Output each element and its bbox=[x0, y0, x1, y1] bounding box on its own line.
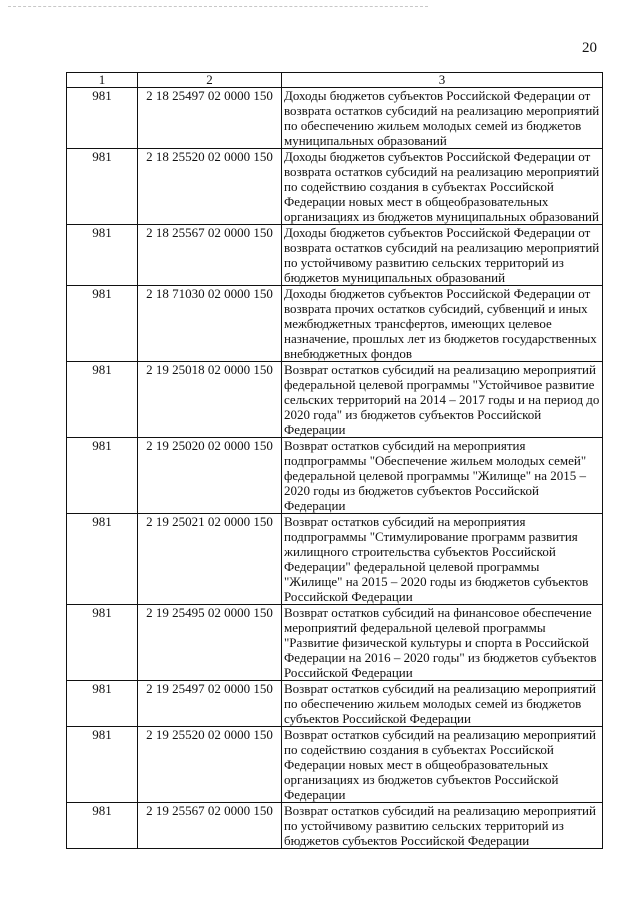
table-row bbox=[67, 803, 603, 849]
admin-code: 981 bbox=[67, 681, 138, 727]
column-header-2: 2 bbox=[138, 73, 282, 88]
table-row bbox=[67, 286, 603, 362]
admin-code: 981 bbox=[67, 88, 138, 149]
table-header-row bbox=[67, 73, 603, 88]
budget-classification-code: 2 19 25497 02 0000 150 bbox=[138, 681, 282, 727]
table-row bbox=[67, 149, 603, 225]
table-row bbox=[67, 362, 603, 438]
page-number: 20 bbox=[582, 40, 597, 56]
income-name: Доходы бюджетов субъектов Российской Федерации от возврата остатков субсидий на реализацию мероприятий по обеспечению жильем молодых семей из бюджетов муниципальных образований bbox=[282, 88, 603, 149]
admin-code: 981 bbox=[67, 803, 138, 849]
income-name: Возврат остатков субсидий на реализацию мероприятий по устойчивому развитию сельских территорий из бюджетов субъектов Российской Федерации bbox=[282, 803, 603, 849]
admin-code: 981 bbox=[67, 605, 138, 681]
admin-code: 981 bbox=[67, 514, 138, 605]
budget-classification-code: 2 19 25020 02 0000 150 bbox=[138, 438, 282, 514]
income-name: Доходы бюджетов субъектов Российской Федерации от возврата остатков субсидий на реализацию мероприятий по содействию создания в субъектах Российской Федерации новых мест в общеобразовательных организациях из бюджетов муниципальных образований bbox=[282, 149, 603, 225]
budget-classification-code: 2 19 25495 02 0000 150 bbox=[138, 605, 282, 681]
admin-code: 981 bbox=[67, 286, 138, 362]
admin-code: 981 bbox=[67, 438, 138, 514]
scan-artifact-line bbox=[8, 6, 428, 9]
budget-classification-code: 2 19 25021 02 0000 150 bbox=[138, 514, 282, 605]
table-row bbox=[67, 514, 603, 605]
budget-classification-code: 2 18 71030 02 0000 150 bbox=[138, 286, 282, 362]
admin-code: 981 bbox=[67, 149, 138, 225]
income-name: Возврат остатков субсидий на реализацию мероприятий по обеспечению жильем молодых семей из бюджетов субъектов Российской Федерации bbox=[282, 681, 603, 727]
table-row bbox=[67, 225, 603, 286]
admin-code: 981 bbox=[67, 727, 138, 803]
income-name: Возврат остатков субсидий на реализацию мероприятий по содействию создания в субъектах Российской Федерации новых мест в общеобразовательных организациях из бюджетов субъектов Российской Федерации bbox=[282, 727, 603, 803]
income-name: Доходы бюджетов субъектов Российской Федерации от возврата остатков субсидий на реализацию мероприятий по устойчивому развитию сельских территорий из бюджетов муниципальных образований bbox=[282, 225, 603, 286]
table-row bbox=[67, 88, 603, 149]
budget-classification-code: 2 19 25520 02 0000 150 bbox=[138, 727, 282, 803]
table-row bbox=[67, 727, 603, 803]
column-header-1: 1 bbox=[67, 73, 138, 88]
table-row bbox=[67, 681, 603, 727]
income-name: Возврат остатков субсидий на мероприятия подпрограммы "Обеспечение жильем молодых семей" федеральной целевой программы "Жилище" на 2015 – 2020 годы из бюджетов субъектов Российской Федерации bbox=[282, 438, 603, 514]
income-name: Возврат остатков субсидий на реализацию мероприятий федеральной целевой программы "Устойчивое развитие сельских территорий на 2014 – 2017 годы и на период до 2020 года" из бюджетов субъектов Российской Федерации bbox=[282, 362, 603, 438]
income-name: Возврат остатков субсидий на мероприятия подпрограммы "Стимулирование программ развития жилищного строительства субъектов Российской Федерации" федеральной целевой программы "Жилище" на 2015 – 2020 годы из бюджетов субъектов Российской Федерации bbox=[282, 514, 603, 605]
budget-codes-table bbox=[66, 72, 603, 849]
table-row bbox=[67, 605, 603, 681]
income-name: Возврат остатков субсидий на финансовое обеспечение мероприятий федеральной целевой программы "Развитие физической культуры и спорта в Российской Федерации на 2016 – 2020 годы" из бюджетов субъектов Российской Федерации bbox=[282, 605, 603, 681]
budget-classification-code: 2 19 25567 02 0000 150 bbox=[138, 803, 282, 849]
column-header-3: 3 bbox=[282, 73, 603, 88]
table-row bbox=[67, 438, 603, 514]
budget-classification-code: 2 18 25497 02 0000 150 bbox=[138, 88, 282, 149]
budget-classification-code: 2 18 25520 02 0000 150 bbox=[138, 149, 282, 225]
admin-code: 981 bbox=[67, 225, 138, 286]
budget-classification-code: 2 19 25018 02 0000 150 bbox=[138, 362, 282, 438]
budget-classification-code: 2 18 25567 02 0000 150 bbox=[138, 225, 282, 286]
admin-code: 981 bbox=[67, 362, 138, 438]
income-name: Доходы бюджетов субъектов Российской Федерации от возврата прочих остатков субсидий, субвенций и иных межбюджетных трансфертов, имеющих целевое назначение, прошлых лет из бюджетов государственных внебюджетных фондов bbox=[282, 286, 603, 362]
